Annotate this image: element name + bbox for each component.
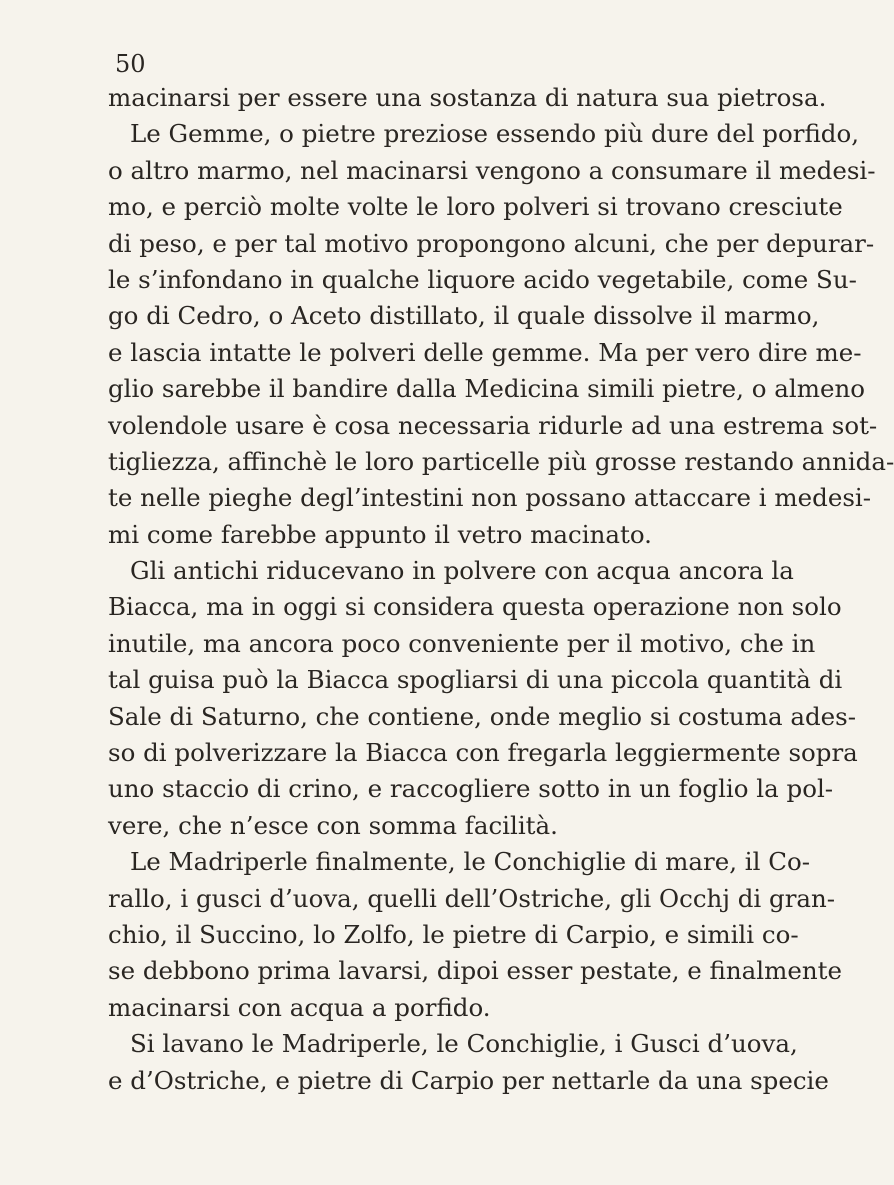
text-line: vere, che n’esce con somma facilità. xyxy=(108,810,558,840)
text-line: rallo, i gusci d’uova, quelli dell’Ostriche, gli Occhj di gran- xyxy=(108,883,836,913)
text-line: mo, e perciò molte volte le loro polveri si trovano cresciute xyxy=(108,192,843,222)
text-line: so di polverizzare la Biacca con fregarla leggiermente sopra xyxy=(108,738,858,768)
text-line: e d’Ostriche, e pietre di Carpio per nettarle da una specie xyxy=(108,1065,829,1095)
text-line: macinarsi per essere una sostanza di natura sua pietrosa. xyxy=(108,83,827,112)
text-line: Si lavano le Madriperle, le Conchiglie, i Gusci d’uova, xyxy=(130,1029,798,1059)
text-line: se debbono prima lavarsi, dipoi esser pestate, e finalmente xyxy=(108,956,842,986)
body-text xyxy=(108,80,894,1099)
text-line: go di Cedro, o Aceto distillato, il quale dissolve il marmo, xyxy=(108,301,820,331)
text-line: Gli antichi riducevano in polvere con acqua ancora la xyxy=(130,556,794,586)
paragraph xyxy=(108,844,842,1026)
paragraph xyxy=(108,553,858,844)
text-line: e lascia intatte le polveri delle gemme. Ma per vero dire me- xyxy=(108,337,862,367)
page-number: 50 xyxy=(115,50,146,78)
text-line: chio, il Succino, lo Zolfo, le pietre di Carpio, e simili co- xyxy=(108,919,799,949)
text-line: uno staccio di crino, e raccogliere sotto in un foglio la pol- xyxy=(108,774,834,804)
text-line: volendole usare è cosa necessaria ridurle ad una estrema sot- xyxy=(108,410,878,440)
paragraph xyxy=(108,116,894,553)
text-line: mi come farebbe appunto il vetro macinato. xyxy=(108,519,652,549)
text-line: Le Gemme, o pietre preziose essendo più dure del porfido, xyxy=(130,119,860,149)
text-line: tal guisa può la Biacca spogliarsi di una piccola quantità di xyxy=(108,665,843,695)
text-line: inutile, ma ancora poco conveniente per il motivo, che in xyxy=(108,628,816,658)
text-line: Le Madriperle finalmente, le Conchiglie di mare, il Co- xyxy=(130,847,811,877)
text-line: di peso, e per tal motivo propongono alcuni, che per depurar- xyxy=(108,228,875,258)
text-line: o altro marmo, nel macinarsi vengono a consumare il medesi- xyxy=(108,155,876,185)
paragraph xyxy=(108,80,827,116)
text-line: macinarsi con acqua a porfido. xyxy=(108,992,491,1022)
text-line: le s’infondano in qualche liquore acido vegetabile, come Su- xyxy=(108,264,857,294)
text-line: Biacca, ma in oggi si considera questa operazione non solo xyxy=(108,592,842,622)
text-line: glio sarebbe il bandire dalla Medicina simili pietre, o almeno xyxy=(108,374,865,404)
paragraph xyxy=(108,1026,829,1099)
text-line: tigliezza, affinchè le loro particelle più grosse restando annida- xyxy=(108,446,894,476)
text-line: Sale di Saturno, che contiene, onde meglio si costuma ades- xyxy=(108,701,856,731)
text-line: te nelle pieghe degl’intestini non possano attaccare i medesi- xyxy=(108,483,872,513)
